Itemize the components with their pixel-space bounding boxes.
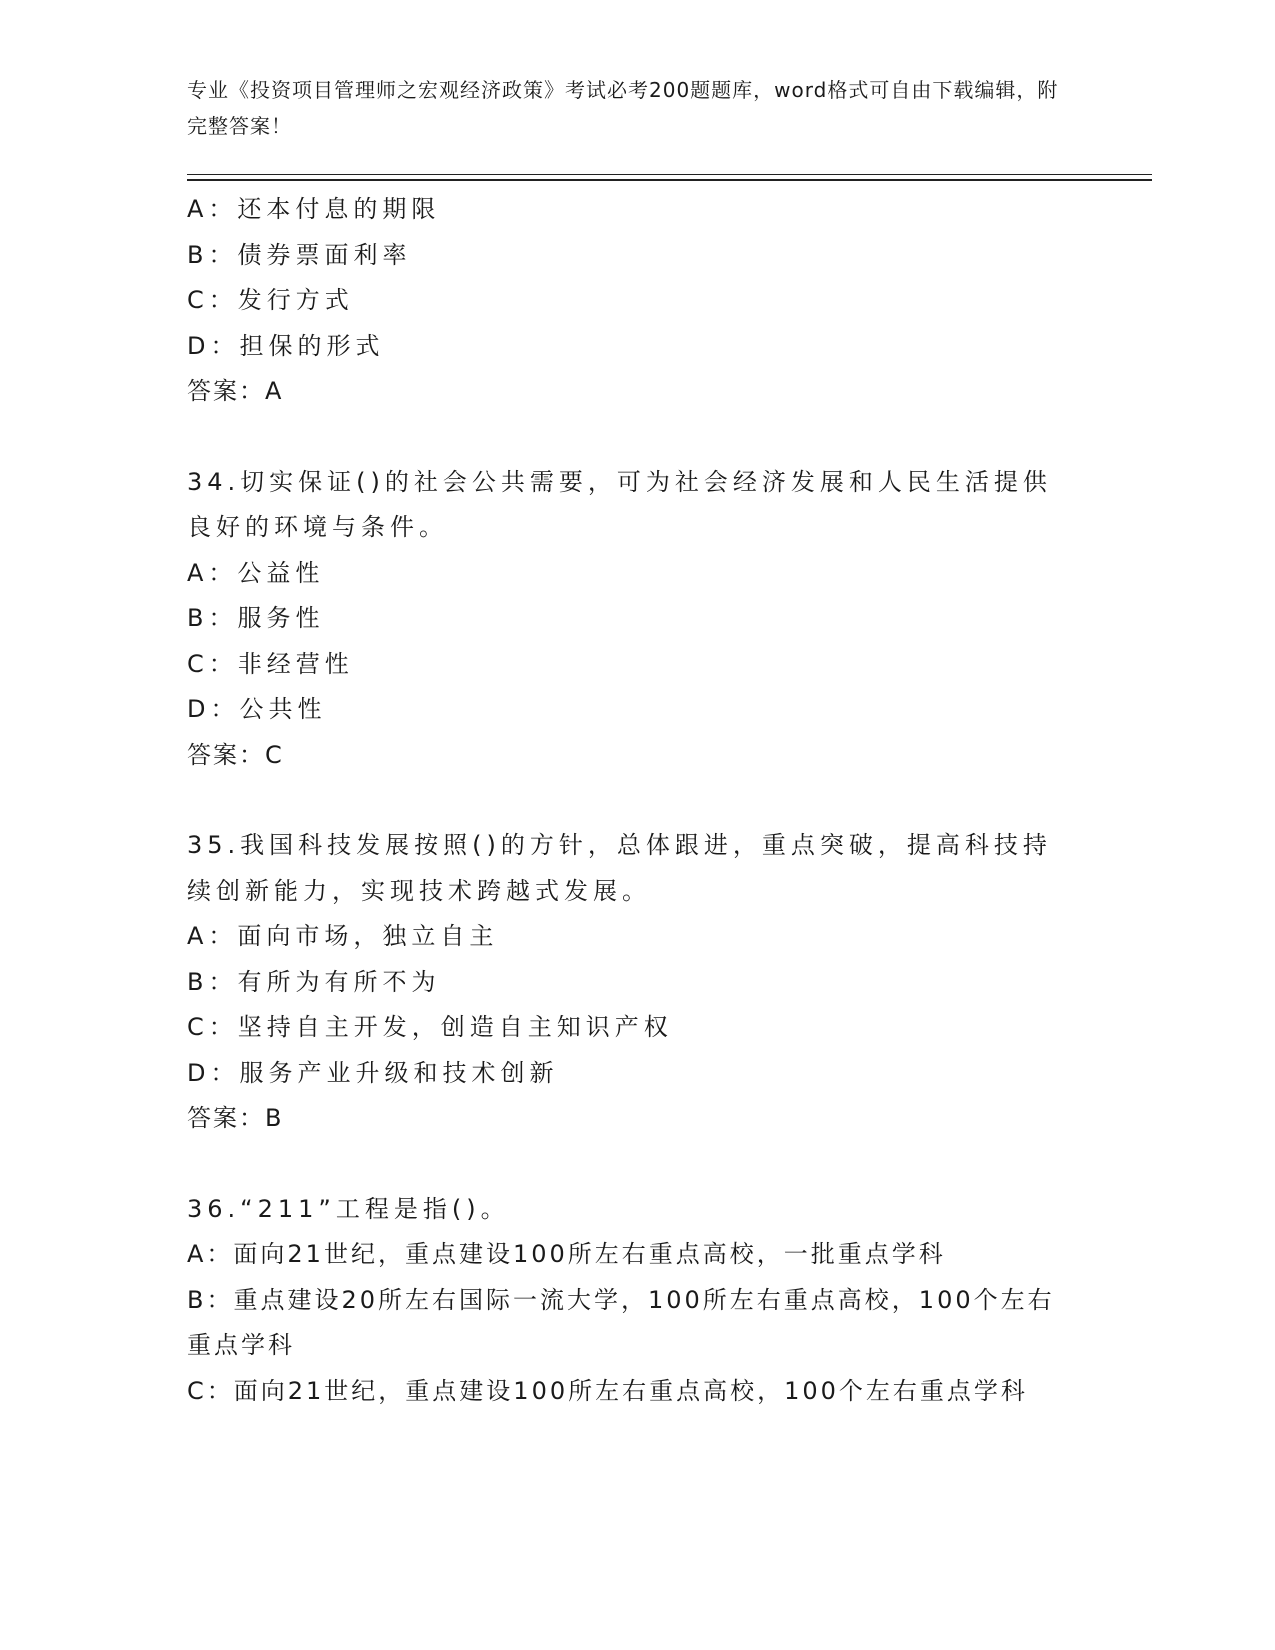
option-a: A：还本付息的期限 — [187, 195, 441, 223]
option-a: A：面向市场，独立自主 — [187, 922, 499, 950]
question-36 — [187, 1187, 1087, 1415]
option-c: C：坚持自主开发，创造自主知识产权 — [187, 1013, 673, 1041]
answer: 答案：B — [187, 1104, 284, 1132]
option-d: D：服务产业升级和技术创新 — [187, 1058, 559, 1087]
option-c: C：面向21世纪，重点建设100所左右重点高校，100个左右重点学科 — [187, 1376, 1028, 1405]
option-c: C：非经营性 — [187, 649, 354, 678]
option-b: B：服务性 — [187, 604, 325, 632]
question-34 — [187, 460, 1087, 779]
header-divider-thin — [187, 174, 1152, 175]
spacer — [187, 778, 1087, 823]
answer: 答案：C — [187, 740, 284, 769]
question-33 — [187, 187, 1087, 415]
header-divider-thick — [187, 179, 1152, 181]
option-b: B：重点建设20所左右国际一流大学，100所左右重点高校，100个左右重点学科 — [187, 1285, 1055, 1359]
question-text: 36.“211”工程是指()。 — [187, 1194, 510, 1223]
option-b: B：有所为有所不为 — [187, 967, 441, 996]
question-text: 35.我国科技发展按照()的方针，总体跟进，重点突破，提高科技持续创新能力，实现技术跨越式发展。 — [187, 831, 1052, 905]
question-35 — [187, 823, 1087, 1142]
answer: 答案：A — [187, 377, 284, 405]
spacer — [187, 1142, 1087, 1187]
spacer — [187, 415, 1087, 460]
option-b: B：债券票面利率 — [187, 240, 412, 269]
option-d: D：担保的形式 — [187, 331, 385, 360]
question-list — [187, 187, 1087, 1414]
option-a: A：公益性 — [187, 558, 325, 587]
option-c: C：发行方式 — [187, 286, 354, 314]
document-header: 专业《投资项目管理师之宏观经济政策》考试必考200题题库，word格式可自由下载编辑，附完整答案！ — [187, 78, 1059, 138]
option-a: A：面向21世纪，重点建设100所左右重点高校，一批重点学科 — [187, 1240, 946, 1268]
option-d: D：公共性 — [187, 695, 327, 723]
question-text: 34.切实保证()的社会公共需要，可为社会经济发展和人民生活提供良好的环境与条件。 — [187, 467, 1052, 541]
